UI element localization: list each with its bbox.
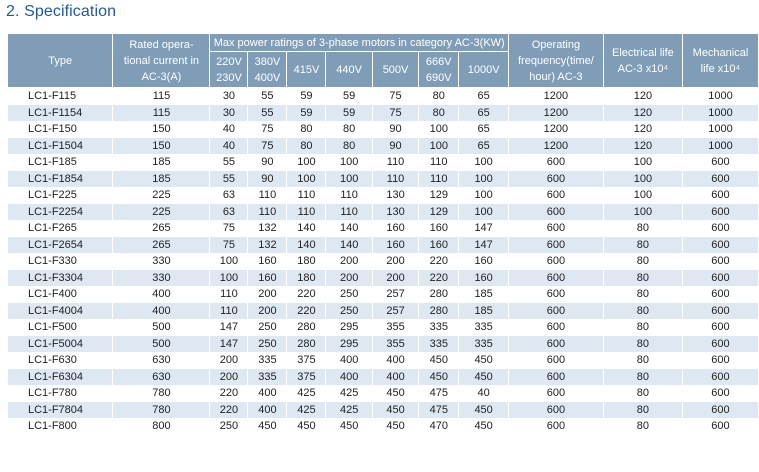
- value-cell: 110: [372, 171, 418, 188]
- value-cell: 257: [372, 303, 418, 320]
- value-cell: 80: [603, 220, 682, 237]
- value-cell: 55: [248, 105, 287, 122]
- value-cell: 132: [248, 237, 287, 254]
- value-cell: 200: [210, 369, 248, 386]
- value-cell: 335: [419, 319, 459, 336]
- value-cell: 1200: [508, 138, 603, 155]
- value-cell: 147: [459, 220, 509, 237]
- value-cell: 130: [372, 187, 418, 204]
- value-cell: 30: [210, 88, 248, 105]
- value-cell: 65: [459, 138, 509, 155]
- value-cell: 1000: [682, 121, 758, 138]
- value-cell: 75: [372, 105, 418, 122]
- value-cell: 80: [603, 369, 682, 386]
- value-cell: 450: [326, 418, 372, 435]
- value-cell: 110: [210, 303, 248, 320]
- value-cell: 600: [682, 270, 758, 287]
- value-cell: 200: [326, 270, 372, 287]
- value-cell: 500: [113, 319, 210, 336]
- value-cell: 780: [113, 402, 210, 419]
- value-cell: 450: [459, 352, 509, 369]
- value-cell: 140: [326, 237, 372, 254]
- value-cell: 280: [419, 286, 459, 303]
- value-cell: 220: [210, 385, 248, 402]
- value-cell: 80: [326, 138, 372, 155]
- table-row: [8, 402, 759, 419]
- value-cell: 80: [603, 336, 682, 353]
- value-cell: 600: [682, 187, 758, 204]
- value-cell: 600: [508, 237, 603, 254]
- value-cell: 80: [603, 270, 682, 287]
- value-cell: 1200: [508, 121, 603, 138]
- value-cell: 80: [287, 121, 326, 138]
- value-cell: 600: [508, 352, 603, 369]
- value-cell: 280: [287, 319, 326, 336]
- value-cell: 110: [210, 286, 248, 303]
- value-cell: 160: [372, 237, 418, 254]
- type-cell: LC1-F1154: [8, 105, 113, 122]
- value-cell: 80: [287, 138, 326, 155]
- value-cell: 75: [372, 88, 418, 105]
- type-cell: LC1-F1854: [8, 171, 113, 188]
- value-cell: 400: [372, 352, 418, 369]
- value-cell: 140: [287, 220, 326, 237]
- value-cell: 600: [682, 253, 758, 270]
- value-cell: 185: [459, 303, 509, 320]
- value-cell: 200: [372, 270, 418, 287]
- value-cell: 100: [210, 253, 248, 270]
- table-row: [8, 270, 759, 287]
- value-cell: 355: [372, 319, 418, 336]
- value-cell: 600: [682, 385, 758, 402]
- value-cell: 55: [210, 154, 248, 171]
- value-cell: 265: [113, 237, 210, 254]
- value-cell: 185: [459, 286, 509, 303]
- value-cell: 40: [459, 385, 509, 402]
- value-cell: 450: [419, 369, 459, 386]
- value-cell: 140: [287, 237, 326, 254]
- value-cell: 180: [287, 270, 326, 287]
- value-cell: 160: [419, 220, 459, 237]
- value-cell: 110: [248, 187, 287, 204]
- header-type: Type: [8, 34, 113, 88]
- value-cell: 600: [508, 336, 603, 353]
- section-title: 2. Specification: [6, 3, 117, 20]
- value-cell: 100: [603, 154, 682, 171]
- value-cell: 160: [248, 270, 287, 287]
- value-cell: 80: [603, 352, 682, 369]
- header-electrical-life: Electrical life AC-3 x10⁴: [603, 34, 682, 88]
- value-cell: 55: [210, 171, 248, 188]
- table-row: [8, 237, 759, 254]
- value-cell: 600: [682, 237, 758, 254]
- value-cell: 335: [248, 352, 287, 369]
- value-cell: 600: [508, 187, 603, 204]
- value-cell: 115: [113, 105, 210, 122]
- type-cell: LC1-F7804: [8, 402, 113, 419]
- value-cell: 100: [326, 171, 372, 188]
- value-cell: 800: [113, 418, 210, 435]
- table-row: [8, 352, 759, 369]
- value-cell: 40: [210, 138, 248, 155]
- value-cell: 600: [682, 418, 758, 435]
- value-cell: 220: [287, 286, 326, 303]
- value-cell: 295: [326, 319, 372, 336]
- value-cell: 335: [459, 319, 509, 336]
- value-cell: 100: [603, 171, 682, 188]
- table-row: [8, 385, 759, 402]
- type-cell: LC1-F265: [8, 220, 113, 237]
- type-cell: LC1-F6304: [8, 369, 113, 386]
- header-voltage-220-230: 220V 230V: [210, 52, 248, 88]
- value-cell: 400: [326, 352, 372, 369]
- value-cell: 400: [326, 369, 372, 386]
- value-cell: 200: [248, 286, 287, 303]
- type-cell: LC1-F400: [8, 286, 113, 303]
- value-cell: 250: [326, 303, 372, 320]
- value-cell: 147: [210, 336, 248, 353]
- type-cell: LC1-F225: [8, 187, 113, 204]
- value-cell: 63: [210, 187, 248, 204]
- value-cell: 600: [682, 352, 758, 369]
- value-cell: 200: [210, 352, 248, 369]
- value-cell: 400: [248, 402, 287, 419]
- value-cell: 110: [419, 171, 459, 188]
- type-cell: LC1-F330: [8, 253, 113, 270]
- value-cell: 375: [287, 369, 326, 386]
- value-cell: 65: [459, 121, 509, 138]
- value-cell: 425: [326, 385, 372, 402]
- value-cell: 600: [508, 402, 603, 419]
- value-cell: 80: [603, 253, 682, 270]
- value-cell: 80: [603, 319, 682, 336]
- value-cell: 130: [372, 204, 418, 221]
- value-cell: 600: [508, 319, 603, 336]
- value-cell: 110: [372, 154, 418, 171]
- type-cell: LC1-F500: [8, 319, 113, 336]
- value-cell: 475: [419, 402, 459, 419]
- value-cell: 110: [287, 204, 326, 221]
- value-cell: 160: [419, 237, 459, 254]
- value-cell: 450: [372, 385, 418, 402]
- value-cell: 30: [210, 105, 248, 122]
- value-cell: 600: [682, 369, 758, 386]
- value-cell: 375: [287, 352, 326, 369]
- value-cell: 200: [326, 253, 372, 270]
- value-cell: 450: [419, 352, 459, 369]
- value-cell: 335: [248, 369, 287, 386]
- value-cell: 630: [113, 352, 210, 369]
- value-cell: 780: [113, 385, 210, 402]
- header-rated-current: Rated opera- tional current in AC-3(A): [113, 34, 210, 88]
- value-cell: 147: [459, 237, 509, 254]
- value-cell: 400: [248, 385, 287, 402]
- value-cell: 100: [210, 270, 248, 287]
- value-cell: 160: [248, 253, 287, 270]
- type-cell: LC1-F185: [8, 154, 113, 171]
- value-cell: 335: [419, 336, 459, 353]
- table-row: [8, 154, 759, 171]
- value-cell: 600: [508, 204, 603, 221]
- value-cell: 600: [508, 154, 603, 171]
- value-cell: 90: [372, 121, 418, 138]
- value-cell: 330: [113, 253, 210, 270]
- value-cell: 600: [508, 220, 603, 237]
- value-cell: 600: [682, 220, 758, 237]
- value-cell: 400: [113, 303, 210, 320]
- value-cell: 280: [287, 336, 326, 353]
- type-cell: LC1-F150: [8, 121, 113, 138]
- value-cell: 265: [113, 220, 210, 237]
- value-cell: 100: [419, 121, 459, 138]
- type-cell: LC1-F3304: [8, 270, 113, 287]
- value-cell: 80: [603, 418, 682, 435]
- value-cell: 257: [372, 286, 418, 303]
- value-cell: 425: [287, 385, 326, 402]
- value-cell: 150: [113, 121, 210, 138]
- value-cell: 1200: [508, 88, 603, 105]
- value-cell: 1000: [682, 138, 758, 155]
- value-cell: 100: [326, 154, 372, 171]
- table-row: [8, 187, 759, 204]
- value-cell: 250: [210, 418, 248, 435]
- value-cell: 80: [603, 402, 682, 419]
- value-cell: 160: [459, 253, 509, 270]
- value-cell: 120: [603, 105, 682, 122]
- value-cell: 180: [287, 253, 326, 270]
- value-cell: 335: [459, 336, 509, 353]
- value-cell: 100: [459, 171, 509, 188]
- value-cell: 80: [603, 303, 682, 320]
- table-row: [8, 418, 759, 435]
- value-cell: 80: [419, 105, 459, 122]
- value-cell: 150: [113, 138, 210, 155]
- type-cell: LC1-F2654: [8, 237, 113, 254]
- value-cell: 75: [248, 138, 287, 155]
- value-cell: 250: [326, 286, 372, 303]
- value-cell: 80: [603, 385, 682, 402]
- value-cell: 600: [682, 204, 758, 221]
- table-row: [8, 204, 759, 221]
- value-cell: 425: [326, 402, 372, 419]
- value-cell: 475: [419, 385, 459, 402]
- header-voltage-415: 415V: [287, 52, 326, 88]
- type-cell: LC1-F4004: [8, 303, 113, 320]
- value-cell: 185: [113, 154, 210, 171]
- value-cell: 100: [603, 187, 682, 204]
- header-voltage-660-690: 666V 690V: [419, 52, 459, 88]
- value-cell: 59: [326, 105, 372, 122]
- value-cell: 147: [210, 319, 248, 336]
- table-row: [8, 220, 759, 237]
- value-cell: 600: [508, 385, 603, 402]
- value-cell: 250: [248, 336, 287, 353]
- value-cell: 600: [508, 286, 603, 303]
- value-cell: 132: [248, 220, 287, 237]
- value-cell: 40: [210, 121, 248, 138]
- value-cell: 450: [459, 369, 509, 386]
- value-cell: 100: [603, 204, 682, 221]
- header-mechanical-life: Mechanical life x10⁴: [682, 34, 758, 88]
- value-cell: 100: [419, 138, 459, 155]
- value-cell: 100: [459, 154, 509, 171]
- value-cell: 100: [287, 171, 326, 188]
- value-cell: 100: [459, 204, 509, 221]
- value-cell: 100: [459, 187, 509, 204]
- value-cell: 600: [508, 369, 603, 386]
- value-cell: 225: [113, 187, 210, 204]
- value-cell: 200: [372, 253, 418, 270]
- value-cell: 600: [682, 286, 758, 303]
- header-voltage-500: 500V: [372, 52, 418, 88]
- value-cell: 160: [372, 220, 418, 237]
- value-cell: 600: [682, 303, 758, 320]
- value-cell: 450: [287, 418, 326, 435]
- table-row: [8, 303, 759, 320]
- value-cell: 185: [113, 171, 210, 188]
- value-cell: 600: [682, 336, 758, 353]
- value-cell: 1200: [508, 105, 603, 122]
- specification-table: [7, 33, 759, 435]
- type-cell: LC1-F5004: [8, 336, 113, 353]
- value-cell: 220: [419, 253, 459, 270]
- value-cell: 600: [682, 154, 758, 171]
- value-cell: 120: [603, 121, 682, 138]
- value-cell: 330: [113, 270, 210, 287]
- type-cell: LC1-F2254: [8, 204, 113, 221]
- type-cell: LC1-F800: [8, 418, 113, 435]
- value-cell: 470: [419, 418, 459, 435]
- value-cell: 90: [372, 138, 418, 155]
- value-cell: 1000: [682, 105, 758, 122]
- table-row: [8, 286, 759, 303]
- value-cell: 295: [326, 336, 372, 353]
- value-cell: 425: [287, 402, 326, 419]
- value-cell: 65: [459, 105, 509, 122]
- value-cell: 75: [210, 220, 248, 237]
- value-cell: 630: [113, 369, 210, 386]
- value-cell: 355: [372, 336, 418, 353]
- value-cell: 600: [682, 171, 758, 188]
- header-voltage-440: 440V: [326, 52, 372, 88]
- value-cell: 450: [459, 402, 509, 419]
- value-cell: 75: [210, 237, 248, 254]
- value-cell: 450: [459, 418, 509, 435]
- value-cell: 600: [508, 303, 603, 320]
- value-cell: 80: [603, 286, 682, 303]
- header-operating-frequency: Operating frequency(time/ hour) AC-3: [508, 34, 603, 88]
- value-cell: 450: [248, 418, 287, 435]
- value-cell: 110: [326, 187, 372, 204]
- table-row: [8, 319, 759, 336]
- value-cell: 80: [603, 237, 682, 254]
- value-cell: 90: [248, 171, 287, 188]
- value-cell: 80: [326, 121, 372, 138]
- type-cell: LC1-F630: [8, 352, 113, 369]
- value-cell: 120: [603, 138, 682, 155]
- value-cell: 120: [603, 88, 682, 105]
- value-cell: 100: [287, 154, 326, 171]
- table-row: [8, 369, 759, 386]
- value-cell: 110: [419, 154, 459, 171]
- value-cell: 220: [419, 270, 459, 287]
- value-cell: 400: [113, 286, 210, 303]
- value-cell: 75: [248, 121, 287, 138]
- value-cell: 140: [326, 220, 372, 237]
- table-row: [8, 88, 759, 105]
- table-row: [8, 105, 759, 122]
- value-cell: 250: [248, 319, 287, 336]
- value-cell: 160: [459, 270, 509, 287]
- value-cell: 59: [287, 88, 326, 105]
- value-cell: 450: [372, 402, 418, 419]
- value-cell: 63: [210, 204, 248, 221]
- table-body: [8, 88, 759, 435]
- value-cell: 1000: [682, 88, 758, 105]
- value-cell: 110: [287, 187, 326, 204]
- header-max-power-group: Max power ratings of 3-phase motors in category AC-3(KW): [210, 34, 508, 52]
- value-cell: 55: [248, 88, 287, 105]
- value-cell: 59: [287, 105, 326, 122]
- value-cell: 200: [248, 303, 287, 320]
- value-cell: 110: [326, 204, 372, 221]
- value-cell: 600: [508, 171, 603, 188]
- value-cell: 600: [508, 418, 603, 435]
- value-cell: 90: [248, 154, 287, 171]
- type-cell: LC1-F780: [8, 385, 113, 402]
- value-cell: 450: [372, 418, 418, 435]
- type-cell: LC1-F115: [8, 88, 113, 105]
- header-voltage-1000: 1000V: [459, 52, 509, 88]
- table-row: [8, 171, 759, 188]
- value-cell: 59: [326, 88, 372, 105]
- value-cell: 600: [508, 270, 603, 287]
- value-cell: 400: [372, 369, 418, 386]
- value-cell: 110: [248, 204, 287, 221]
- value-cell: 115: [113, 88, 210, 105]
- type-cell: LC1-F1504: [8, 138, 113, 155]
- value-cell: 65: [459, 88, 509, 105]
- table-row: [8, 121, 759, 138]
- table-row: [8, 336, 759, 353]
- value-cell: 220: [287, 303, 326, 320]
- value-cell: 220: [210, 402, 248, 419]
- table-row: [8, 253, 759, 270]
- value-cell: 500: [113, 336, 210, 353]
- value-cell: 225: [113, 204, 210, 221]
- value-cell: 129: [419, 187, 459, 204]
- table-row: [8, 138, 759, 155]
- value-cell: 80: [419, 88, 459, 105]
- header-voltage-380-400: 380V 400V: [248, 52, 287, 88]
- value-cell: 280: [419, 303, 459, 320]
- value-cell: 600: [682, 319, 758, 336]
- value-cell: 129: [419, 204, 459, 221]
- value-cell: 600: [682, 402, 758, 419]
- value-cell: 600: [508, 253, 603, 270]
